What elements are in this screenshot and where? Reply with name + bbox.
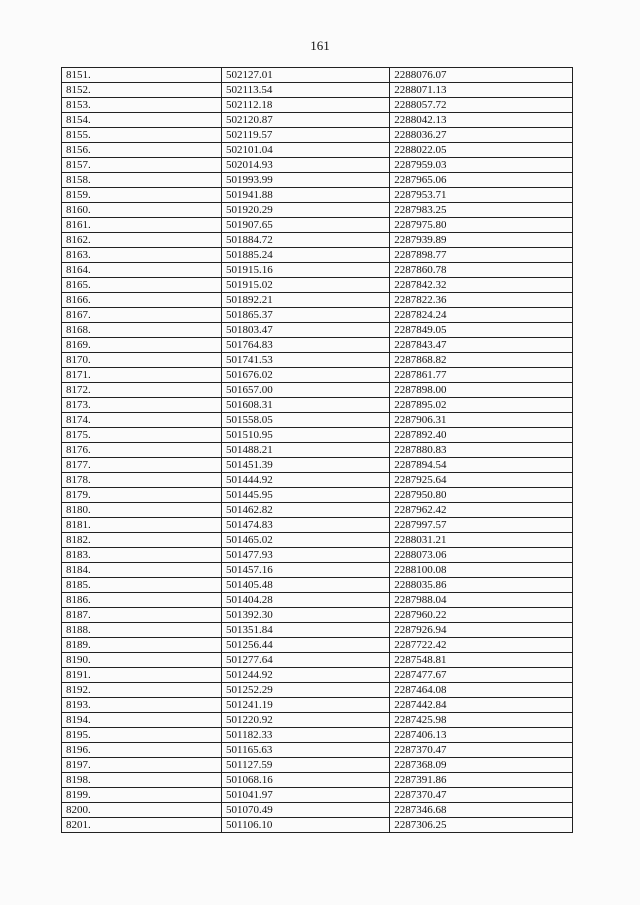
- point-number-cell: 8192.: [62, 683, 222, 698]
- point-number-cell: 8179.: [62, 488, 222, 503]
- x-coordinate-cell: 501252.29: [222, 683, 390, 698]
- table-row: [62, 203, 573, 218]
- point-number-cell: 8200.: [62, 803, 222, 818]
- y-coordinate-cell: 2287926.94: [390, 623, 573, 638]
- table-row: [62, 83, 573, 98]
- y-coordinate-cell: 2287861.77: [390, 368, 573, 383]
- point-number-cell: 8178.: [62, 473, 222, 488]
- x-coordinate-cell: 501182.33: [222, 728, 390, 743]
- y-coordinate-cell: 2287975.80: [390, 218, 573, 233]
- y-coordinate-cell: 2287906.31: [390, 413, 573, 428]
- y-coordinate-cell: 2288073.06: [390, 548, 573, 563]
- x-coordinate-cell: 502101.04: [222, 143, 390, 158]
- table-row: [62, 218, 573, 233]
- point-number-cell: 8196.: [62, 743, 222, 758]
- table-row: [62, 758, 573, 773]
- x-coordinate-cell: 501241.19: [222, 698, 390, 713]
- table-row: [62, 338, 573, 353]
- x-coordinate-cell: 501392.30: [222, 608, 390, 623]
- y-coordinate-cell: 2287880.83: [390, 443, 573, 458]
- point-number-cell: 8169.: [62, 338, 222, 353]
- table-row: [62, 563, 573, 578]
- x-coordinate-cell: 501405.48: [222, 578, 390, 593]
- x-coordinate-cell: 501993.99: [222, 173, 390, 188]
- x-coordinate-cell: 501444.92: [222, 473, 390, 488]
- table-row: [62, 248, 573, 263]
- y-coordinate-cell: 2287997.57: [390, 518, 573, 533]
- table-row: [62, 593, 573, 608]
- point-number-cell: 8193.: [62, 698, 222, 713]
- point-number-cell: 8175.: [62, 428, 222, 443]
- x-coordinate-cell: 501474.83: [222, 518, 390, 533]
- point-number-cell: 8159.: [62, 188, 222, 203]
- y-coordinate-cell: 2287849.05: [390, 323, 573, 338]
- x-coordinate-cell: 502113.54: [222, 83, 390, 98]
- point-number-cell: 8181.: [62, 518, 222, 533]
- table-row: [62, 293, 573, 308]
- x-coordinate-cell: 501741.53: [222, 353, 390, 368]
- table-row: [62, 548, 573, 563]
- point-number-cell: 8173.: [62, 398, 222, 413]
- page-number: 161: [310, 38, 330, 53]
- point-number-cell: 8161.: [62, 218, 222, 233]
- y-coordinate-cell: 2287306.25: [390, 818, 573, 833]
- y-coordinate-cell: 2287824.24: [390, 308, 573, 323]
- y-coordinate-cell: 2287425.98: [390, 713, 573, 728]
- x-coordinate-cell: 501488.21: [222, 443, 390, 458]
- y-coordinate-cell: 2287898.00: [390, 383, 573, 398]
- point-number-cell: 8156.: [62, 143, 222, 158]
- point-number-cell: 8187.: [62, 608, 222, 623]
- y-coordinate-cell: 2288031.21: [390, 533, 573, 548]
- point-number-cell: 8183.: [62, 548, 222, 563]
- x-coordinate-cell: 501165.63: [222, 743, 390, 758]
- y-coordinate-cell: 2287860.78: [390, 263, 573, 278]
- y-coordinate-cell: 2287895.02: [390, 398, 573, 413]
- x-coordinate-cell: 501462.82: [222, 503, 390, 518]
- x-coordinate-cell: 501070.49: [222, 803, 390, 818]
- point-number-cell: 8186.: [62, 593, 222, 608]
- y-coordinate-cell: 2287548.81: [390, 653, 573, 668]
- table-row: [62, 638, 573, 653]
- x-coordinate-cell: 501477.93: [222, 548, 390, 563]
- y-coordinate-cell: 2288076.07: [390, 68, 573, 83]
- table-row: [62, 788, 573, 803]
- table-row: [62, 383, 573, 398]
- y-coordinate-cell: 2287953.71: [390, 188, 573, 203]
- x-coordinate-cell: 502014.93: [222, 158, 390, 173]
- x-coordinate-cell: 502120.87: [222, 113, 390, 128]
- y-coordinate-cell: 2288035.86: [390, 578, 573, 593]
- table-row: [62, 623, 573, 638]
- point-number-cell: 8180.: [62, 503, 222, 518]
- y-coordinate-cell: 2287477.67: [390, 668, 573, 683]
- point-number-cell: 8165.: [62, 278, 222, 293]
- table-row: [62, 458, 573, 473]
- x-coordinate-cell: 501885.24: [222, 248, 390, 263]
- x-coordinate-cell: 501445.95: [222, 488, 390, 503]
- table-row: [62, 443, 573, 458]
- x-coordinate-cell: 501068.16: [222, 773, 390, 788]
- x-coordinate-cell: 501764.83: [222, 338, 390, 353]
- y-coordinate-cell: 2288057.72: [390, 98, 573, 113]
- point-number-cell: 8162.: [62, 233, 222, 248]
- point-number-cell: 8157.: [62, 158, 222, 173]
- table-row: [62, 68, 573, 83]
- x-coordinate-cell: 501676.02: [222, 368, 390, 383]
- point-number-cell: 8198.: [62, 773, 222, 788]
- x-coordinate-cell: 501920.29: [222, 203, 390, 218]
- table-row: [62, 263, 573, 278]
- x-coordinate-cell: 501457.16: [222, 563, 390, 578]
- point-number-cell: 8167.: [62, 308, 222, 323]
- x-coordinate-cell: 502112.18: [222, 98, 390, 113]
- point-number-cell: 8171.: [62, 368, 222, 383]
- x-coordinate-cell: 501608.31: [222, 398, 390, 413]
- table-row: [62, 488, 573, 503]
- y-coordinate-cell: 2287894.54: [390, 458, 573, 473]
- table-row: [62, 728, 573, 743]
- table-row: [62, 473, 573, 488]
- point-number-cell: 8188.: [62, 623, 222, 638]
- table-row: [62, 143, 573, 158]
- table-row: [62, 353, 573, 368]
- point-number-cell: 8153.: [62, 98, 222, 113]
- point-number-cell: 8197.: [62, 758, 222, 773]
- x-coordinate-cell: 501256.44: [222, 638, 390, 653]
- table-row: [62, 308, 573, 323]
- table-row: [62, 278, 573, 293]
- point-number-cell: 8152.: [62, 83, 222, 98]
- point-number-cell: 8190.: [62, 653, 222, 668]
- table-row: [62, 188, 573, 203]
- x-coordinate-cell: 501465.02: [222, 533, 390, 548]
- point-number-cell: 8199.: [62, 788, 222, 803]
- coordinates-table-body: [62, 68, 573, 833]
- table-row: [62, 773, 573, 788]
- x-coordinate-cell: 501884.72: [222, 233, 390, 248]
- table-row: [62, 578, 573, 593]
- y-coordinate-cell: 2287391.86: [390, 773, 573, 788]
- y-coordinate-cell: 2287442.84: [390, 698, 573, 713]
- point-number-cell: 8189.: [62, 638, 222, 653]
- point-number-cell: 8174.: [62, 413, 222, 428]
- y-coordinate-cell: 2287950.80: [390, 488, 573, 503]
- point-number-cell: 8168.: [62, 323, 222, 338]
- x-coordinate-cell: 502119.57: [222, 128, 390, 143]
- table-row: [62, 413, 573, 428]
- table-row: [62, 743, 573, 758]
- y-coordinate-cell: 2288036.27: [390, 128, 573, 143]
- table-row: [62, 683, 573, 698]
- point-number-cell: 8185.: [62, 578, 222, 593]
- table-row: [62, 158, 573, 173]
- point-number-cell: 8194.: [62, 713, 222, 728]
- point-number-cell: 8177.: [62, 458, 222, 473]
- point-number-cell: 8195.: [62, 728, 222, 743]
- y-coordinate-cell: 2288042.13: [390, 113, 573, 128]
- point-number-cell: 8151.: [62, 68, 222, 83]
- point-number-cell: 8158.: [62, 173, 222, 188]
- y-coordinate-cell: 2288071.13: [390, 83, 573, 98]
- y-coordinate-cell: 2287464.08: [390, 683, 573, 698]
- table-row: [62, 503, 573, 518]
- x-coordinate-cell: 501404.28: [222, 593, 390, 608]
- x-coordinate-cell: 501220.92: [222, 713, 390, 728]
- x-coordinate-cell: 501803.47: [222, 323, 390, 338]
- x-coordinate-cell: 501657.00: [222, 383, 390, 398]
- y-coordinate-cell: 2287962.42: [390, 503, 573, 518]
- y-coordinate-cell: 2287892.40: [390, 428, 573, 443]
- point-number-cell: 8176.: [62, 443, 222, 458]
- y-coordinate-cell: 2287722.42: [390, 638, 573, 653]
- point-number-cell: 8154.: [62, 113, 222, 128]
- x-coordinate-cell: 501106.10: [222, 818, 390, 833]
- y-coordinate-cell: 2287368.09: [390, 758, 573, 773]
- y-coordinate-cell: 2287983.25: [390, 203, 573, 218]
- x-coordinate-cell: 501915.16: [222, 263, 390, 278]
- point-number-cell: 8191.: [62, 668, 222, 683]
- y-coordinate-cell: 2287868.82: [390, 353, 573, 368]
- table-row: [62, 368, 573, 383]
- table-row: [62, 98, 573, 113]
- table-row: [62, 518, 573, 533]
- table-row: [62, 113, 573, 128]
- y-coordinate-cell: 2287843.47: [390, 338, 573, 353]
- table-row: [62, 173, 573, 188]
- point-number-cell: 8170.: [62, 353, 222, 368]
- x-coordinate-cell: 501277.64: [222, 653, 390, 668]
- x-coordinate-cell: 501941.88: [222, 188, 390, 203]
- table-row: [62, 818, 573, 833]
- y-coordinate-cell: 2287346.68: [390, 803, 573, 818]
- table-row: [62, 428, 573, 443]
- x-coordinate-cell: 501351.84: [222, 623, 390, 638]
- y-coordinate-cell: 2288022.05: [390, 143, 573, 158]
- x-coordinate-cell: 501907.65: [222, 218, 390, 233]
- point-number-cell: 8164.: [62, 263, 222, 278]
- point-number-cell: 8160.: [62, 203, 222, 218]
- coordinates-table: [61, 67, 573, 833]
- x-coordinate-cell: 501041.97: [222, 788, 390, 803]
- point-number-cell: 8172.: [62, 383, 222, 398]
- x-coordinate-cell: 502127.01: [222, 68, 390, 83]
- x-coordinate-cell: 501865.37: [222, 308, 390, 323]
- table-row: [62, 698, 573, 713]
- table-row: [62, 668, 573, 683]
- y-coordinate-cell: 2287406.13: [390, 728, 573, 743]
- point-number-cell: 8184.: [62, 563, 222, 578]
- y-coordinate-cell: 2287988.04: [390, 593, 573, 608]
- point-number-cell: 8166.: [62, 293, 222, 308]
- table-row: [62, 323, 573, 338]
- x-coordinate-cell: 501915.02: [222, 278, 390, 293]
- x-coordinate-cell: 501558.05: [222, 413, 390, 428]
- table-row: [62, 233, 573, 248]
- y-coordinate-cell: 2287822.36: [390, 293, 573, 308]
- point-number-cell: 8201.: [62, 818, 222, 833]
- point-number-cell: 8182.: [62, 533, 222, 548]
- table-row: [62, 713, 573, 728]
- x-coordinate-cell: 501451.39: [222, 458, 390, 473]
- y-coordinate-cell: 2287965.06: [390, 173, 573, 188]
- y-coordinate-cell: 2287370.47: [390, 788, 573, 803]
- table-row: [62, 398, 573, 413]
- point-number-cell: 8155.: [62, 128, 222, 143]
- y-coordinate-cell: 2287842.32: [390, 278, 573, 293]
- table-row: [62, 803, 573, 818]
- y-coordinate-cell: 2287959.03: [390, 158, 573, 173]
- y-coordinate-cell: 2287939.89: [390, 233, 573, 248]
- point-number-cell: 8163.: [62, 248, 222, 263]
- y-coordinate-cell: 2288100.08: [390, 563, 573, 578]
- table-row: [62, 608, 573, 623]
- y-coordinate-cell: 2287370.47: [390, 743, 573, 758]
- table-row: [62, 128, 573, 143]
- x-coordinate-cell: 501510.95: [222, 428, 390, 443]
- y-coordinate-cell: 2287898.77: [390, 248, 573, 263]
- x-coordinate-cell: 501127.59: [222, 758, 390, 773]
- y-coordinate-cell: 2287925.64: [390, 473, 573, 488]
- x-coordinate-cell: 501244.92: [222, 668, 390, 683]
- table-row: [62, 533, 573, 548]
- x-coordinate-cell: 501892.21: [222, 293, 390, 308]
- y-coordinate-cell: 2287960.22: [390, 608, 573, 623]
- table-row: [62, 653, 573, 668]
